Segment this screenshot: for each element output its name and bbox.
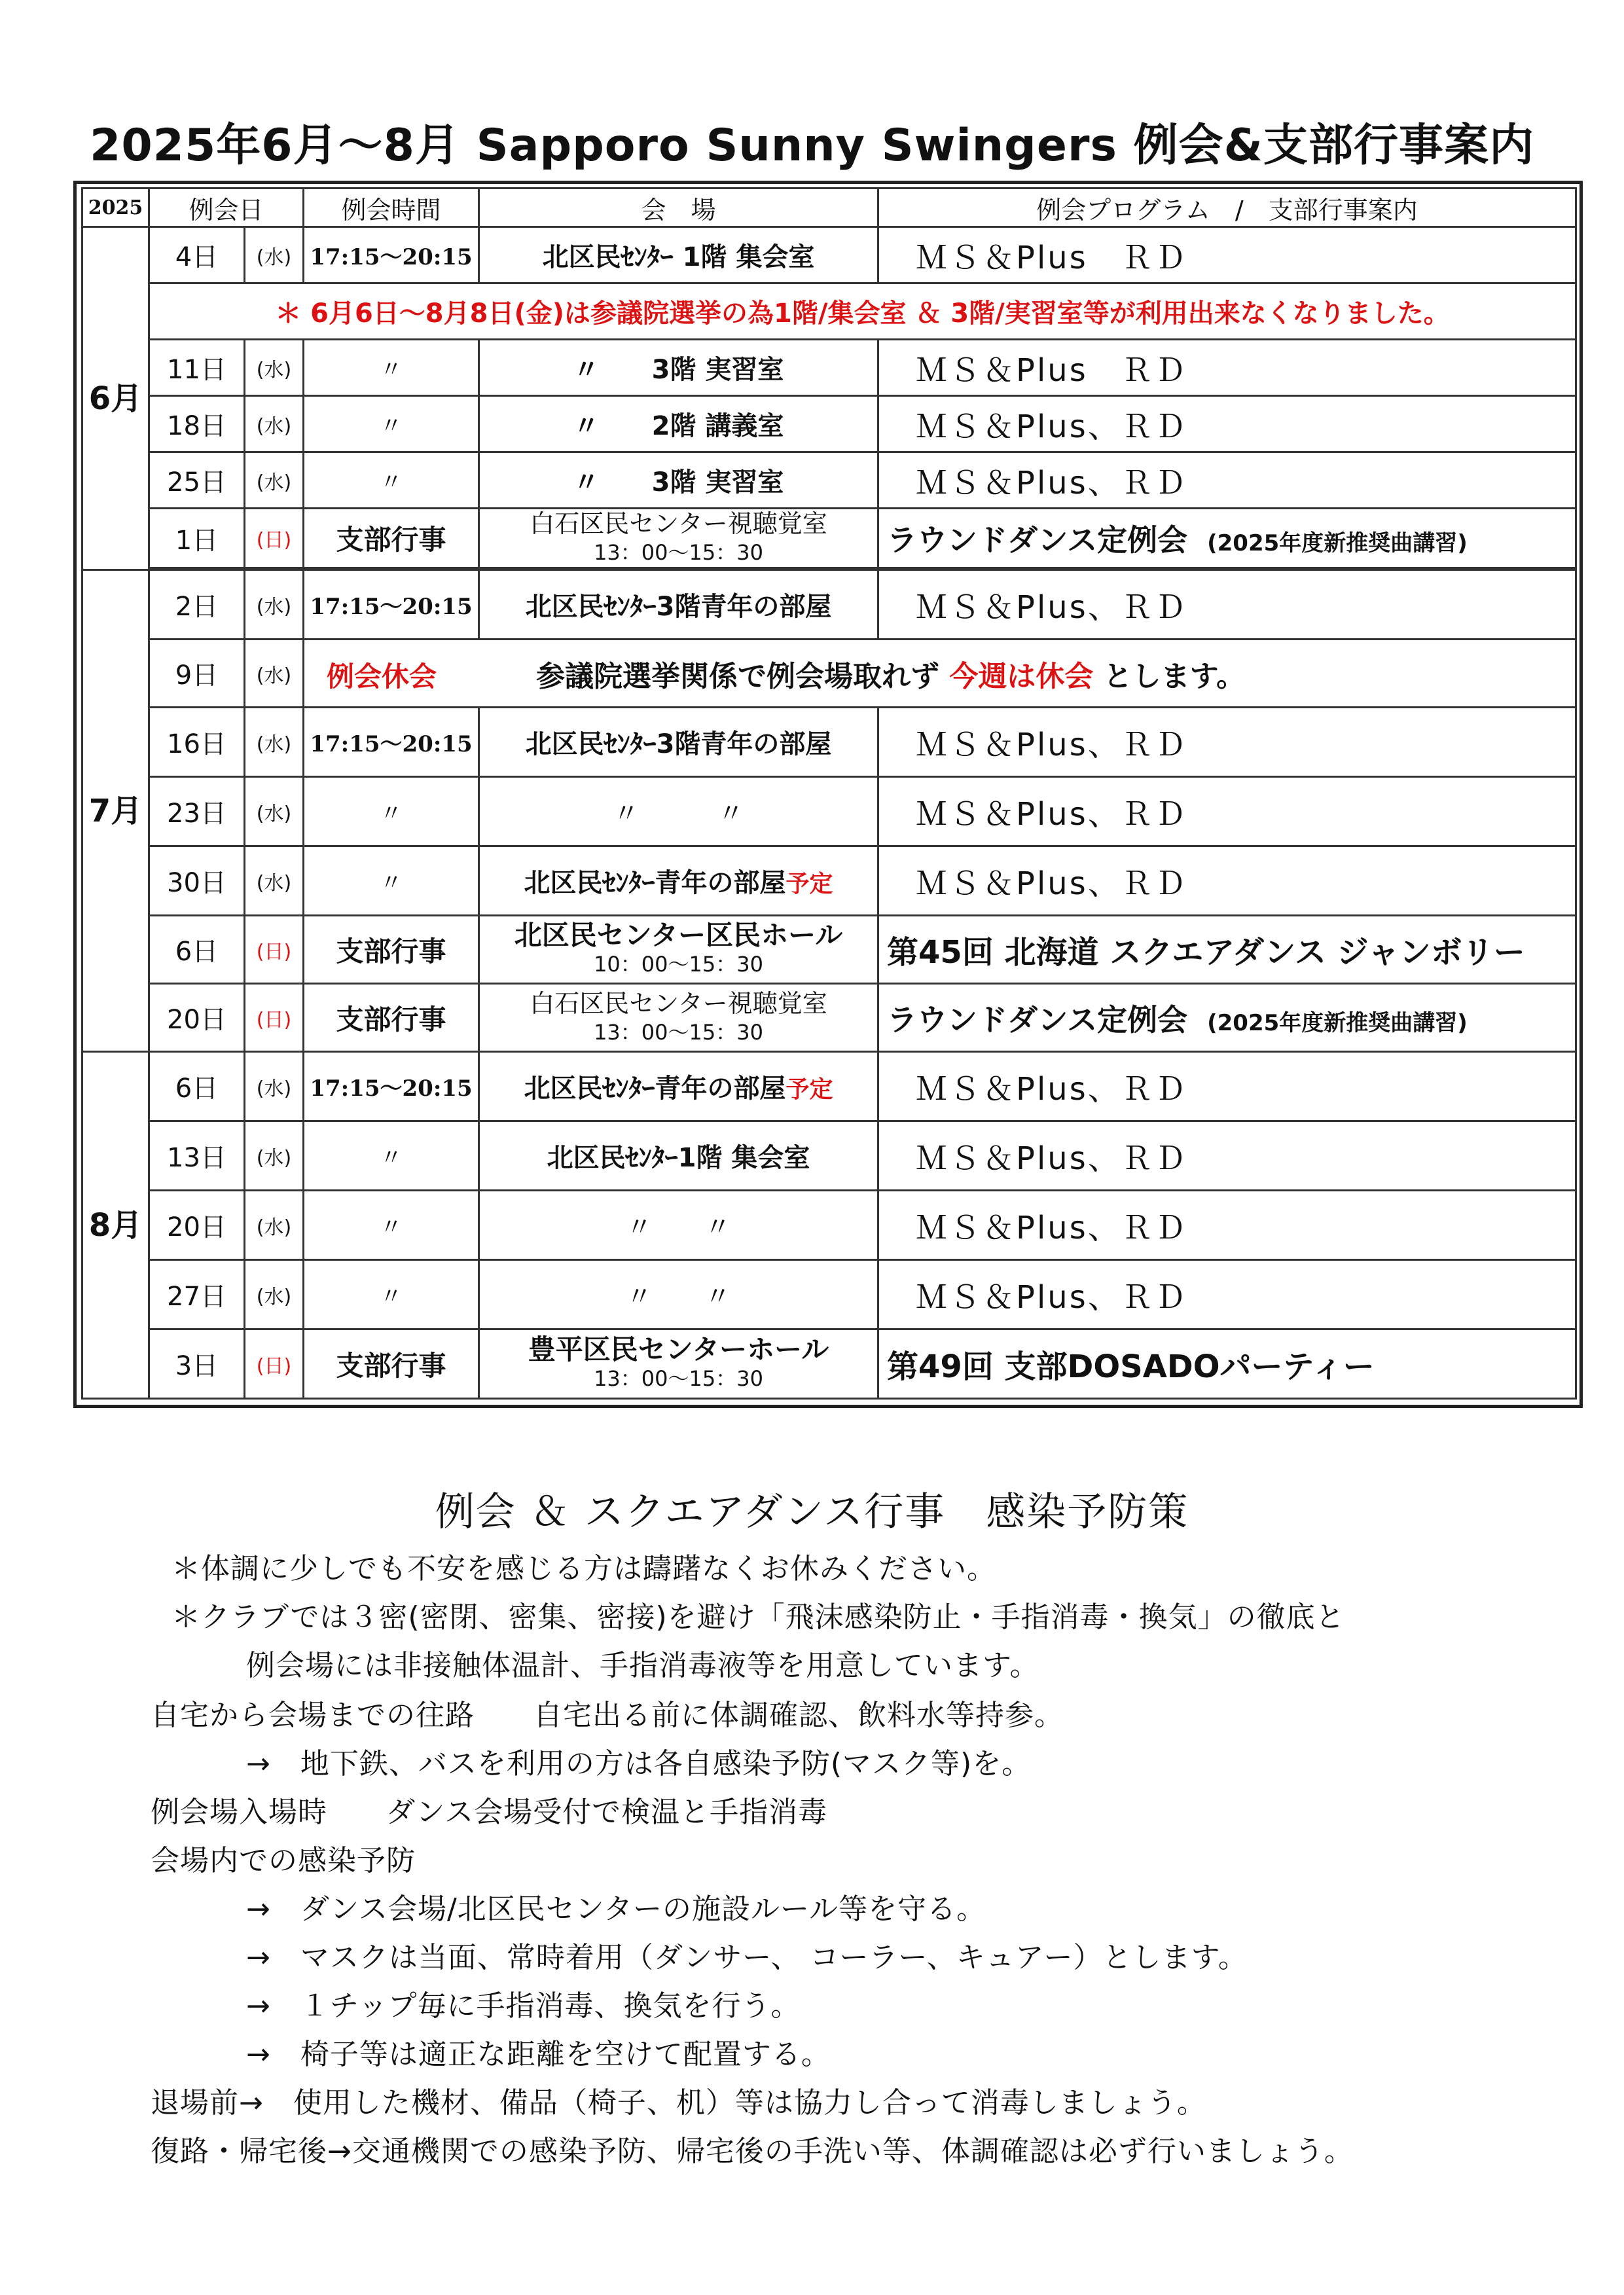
row-venue: 〃 〃 xyxy=(479,777,878,846)
row-venue xyxy=(479,509,878,568)
row-day: 1日 xyxy=(149,509,245,568)
tentative-label: 予定 xyxy=(785,871,833,897)
row-weekday: (水) xyxy=(245,452,304,509)
row-weekday: (水) xyxy=(245,640,304,708)
row-weekday: (水) xyxy=(245,1260,304,1329)
month-june: 6月 xyxy=(82,227,149,570)
row-weekday: (日) xyxy=(245,984,304,1052)
body-line-1: ＊体調に少しでも不安を感じる方は躊躇なくお休みください。 xyxy=(171,1552,996,1585)
row-day: 20日 xyxy=(149,984,245,1052)
row-venue xyxy=(479,1329,878,1399)
row-day: 16日 xyxy=(149,708,245,777)
tentative-label: 予定 xyxy=(785,1076,833,1103)
row-weekday: (水) xyxy=(245,1191,304,1260)
row-time: 〃 xyxy=(304,777,479,846)
table-row xyxy=(82,396,1576,452)
body-line-2: ＊クラブでは３密(密閉、密集、密接)を避け「飛沫感染防止・手指消毒・換気」の徹底と xyxy=(171,1600,1345,1634)
row-day: 3日 xyxy=(149,1329,245,1399)
row-venue: 北区民ｾﾝﾀｰ3階青年の部屋 xyxy=(479,570,878,640)
row-time: 17:15～20:15 xyxy=(304,227,479,283)
row-time: 〃 xyxy=(304,340,479,396)
row-venue: 北区民ｾﾝﾀｰ1階 集会室 xyxy=(479,1121,878,1191)
row-program: ＭＳ＆Plus、ＲＤ xyxy=(878,708,1576,777)
row-day: 9日 xyxy=(149,640,245,708)
row-time: 〃 xyxy=(304,1191,479,1260)
venue-hours: 13：00～15：30 xyxy=(594,1019,763,1045)
event-name: ラウンドダンス定例会 xyxy=(887,522,1188,558)
row-closed xyxy=(304,640,1576,708)
row-day: 20日 xyxy=(149,1191,245,1260)
row-weekday: (水) xyxy=(245,227,304,283)
june-notice: ＊ 6月6日～8月8日(金)は参議院選挙の為1階/集会室 ＆ 3階/実習室等が利用出来なくなりました。 xyxy=(149,283,1576,340)
row-program: ＭＳ＆Plus ＲＤ xyxy=(878,340,1576,396)
header-time: 例会時間 xyxy=(304,189,479,227)
row-time: 〃 xyxy=(304,1121,479,1191)
body-line-6: 例会場入場時 ダンス会場受付で検温と手指消毒 xyxy=(151,1796,828,1829)
table-row xyxy=(82,984,1576,1052)
table-row xyxy=(82,570,1576,640)
row-venue: 北区民ｾﾝﾀｰ 1階 集会室 xyxy=(479,227,878,283)
header-year: 2025 xyxy=(82,189,149,227)
row-program: ＭＳ＆Plus、ＲＤ xyxy=(878,1191,1576,1260)
row-weekday: (日) xyxy=(245,1329,304,1399)
month-august: 8月 xyxy=(82,1052,149,1399)
row-day: 23日 xyxy=(149,777,245,846)
row-event: 第49回 支部DOSADOパーティー xyxy=(878,1329,1576,1399)
row-branch-event: 支部行事 xyxy=(304,984,479,1052)
row-day: 18日 xyxy=(149,396,245,452)
body-line-3: 例会場には非接触体温計、手指消毒液等を用意しています。 xyxy=(246,1649,1039,1682)
body-line-9: → マスクは当面、常時着用（ダンサー、 コーラー、キュアー）とします。 xyxy=(246,1941,1248,1974)
row-time: 〃 xyxy=(304,452,479,509)
venue-name: 豊平区民センターホール xyxy=(528,1333,829,1365)
row-program: ＭＳ＆Plus、ＲＤ xyxy=(878,452,1576,509)
row-venue xyxy=(479,916,878,984)
row-program: ＭＳ＆Plus ＲＤ xyxy=(878,227,1576,283)
table-row xyxy=(82,846,1576,916)
schedule-table xyxy=(81,187,1577,1400)
row-event xyxy=(878,984,1576,1052)
row-day: 6日 xyxy=(149,916,245,984)
row-branch-event: 支部行事 xyxy=(304,1329,479,1399)
page-title: 2025年6月～8月 Sapporo Sunny Swingers 例会&支部行事案内 xyxy=(90,120,1534,172)
table-row xyxy=(82,340,1576,396)
row-weekday: (水) xyxy=(245,340,304,396)
body-line-5: → 地下鉄、バスを利用の方は各自感染予防(マスク等)を。 xyxy=(246,1747,1032,1780)
table-row xyxy=(82,777,1576,846)
row-day: 30日 xyxy=(149,846,245,916)
row-day: 25日 xyxy=(149,452,245,509)
month-july: 7月 xyxy=(82,570,149,1052)
table-row xyxy=(82,916,1576,984)
row-program: ＭＳ＆Plus、ＲＤ xyxy=(878,1052,1576,1121)
table-row xyxy=(82,1052,1576,1121)
row-weekday: (日) xyxy=(245,509,304,568)
body-line-8: → ダンス会場/北区民センターの施設ルール等を守る。 xyxy=(246,1892,986,1926)
row-venue: 〃 3階 実習室 xyxy=(479,340,878,396)
table-row xyxy=(82,452,1576,509)
table-row xyxy=(82,640,1576,708)
row-day: 2日 xyxy=(149,570,245,640)
venue-hours: 13：00～15：30 xyxy=(594,1365,763,1391)
row-venue: 北区民ｾﾝﾀｰ青年の部屋予定 xyxy=(479,846,878,916)
row-day: 27日 xyxy=(149,1260,245,1329)
table-row xyxy=(82,708,1576,777)
row-program: ＭＳ＆Plus、ＲＤ xyxy=(878,1260,1576,1329)
row-branch-event: 支部行事 xyxy=(304,916,479,984)
row-weekday: (水) xyxy=(245,708,304,777)
row-weekday: (水) xyxy=(245,396,304,452)
notice-row xyxy=(82,283,1576,340)
body-line-11: → 椅子等は適正な距離を空けて配置する。 xyxy=(246,2038,831,2071)
header-venue: 会 場 xyxy=(479,189,878,227)
row-venue: 〃 〃 xyxy=(479,1191,878,1260)
header-date: 例会日 xyxy=(149,189,304,227)
table-row xyxy=(82,1121,1576,1191)
body-line-12: 退場前→ 使用した機材、備品（椅子、机）等は協力し合って消毒しましょう。 xyxy=(151,2086,1206,2120)
row-time: 17:15～20:15 xyxy=(304,708,479,777)
event-note: (2025年度新推奨曲講習) xyxy=(1207,1009,1468,1036)
row-weekday: (水) xyxy=(245,1121,304,1191)
row-venue: 〃 3階 実習室 xyxy=(479,452,878,509)
row-time: 〃 xyxy=(304,846,479,916)
venue-name: 白石区民センター視聴覚室 xyxy=(530,988,827,1018)
row-weekday: (水) xyxy=(245,846,304,916)
body-line-7: 会場内での感染予防 xyxy=(151,1844,416,1877)
row-program: ＭＳ＆Plus、ＲＤ xyxy=(878,846,1576,916)
row-venue xyxy=(479,984,878,1052)
row-time: 17:15～20:15 xyxy=(304,1052,479,1121)
body-line-13: 復路・帰宅後→交通機関での感染予防、帰宅後の手洗い等、体調確認は必ず行いましょう。 xyxy=(151,2135,1354,2168)
row-day: 11日 xyxy=(149,340,245,396)
row-venue: 北区民ｾﾝﾀｰ青年の部屋予定 xyxy=(479,1052,878,1121)
table-row xyxy=(82,509,1576,568)
venue-hours: 10：00～15：30 xyxy=(594,951,763,977)
row-time: 〃 xyxy=(304,396,479,452)
row-program: ＭＳ＆Plus、ＲＤ xyxy=(878,777,1576,846)
header-program: 例会プログラム / 支部行事案内 xyxy=(878,189,1576,227)
body-line-10: → １チップ毎に手指消毒、換気を行う。 xyxy=(246,1989,801,2023)
row-weekday: (水) xyxy=(245,570,304,640)
row-time: 17:15～20:15 xyxy=(304,570,479,640)
table-row xyxy=(82,1260,1576,1329)
venue-name: 白石区民センター視聴覚室 xyxy=(530,509,827,538)
row-program: ＭＳ＆Plus、ＲＤ xyxy=(878,1121,1576,1191)
row-program: ＭＳ＆Plus、ＲＤ xyxy=(878,570,1576,640)
row-venue: 〃 〃 xyxy=(479,1260,878,1329)
table-row xyxy=(82,227,1576,283)
row-venue: 〃 2階 講義室 xyxy=(479,396,878,452)
row-branch-event: 支部行事 xyxy=(304,509,479,568)
row-event xyxy=(878,509,1576,568)
row-day: 6日 xyxy=(149,1052,245,1121)
row-event: 第45回 北海道 スクエアダンス ジャンボリー xyxy=(878,916,1576,984)
row-time: 〃 xyxy=(304,1260,479,1329)
event-name: ラウンドダンス定例会 xyxy=(887,1002,1188,1038)
row-weekday: (水) xyxy=(245,1052,304,1121)
row-program: ＭＳ＆Plus、ＲＤ xyxy=(878,396,1576,452)
row-day: 13日 xyxy=(149,1121,245,1191)
section-title: 例会 ＆ スクエアダンス行事 感染予防策 xyxy=(435,1489,1189,1535)
venue-name: 北区民センター区民ホール xyxy=(514,918,843,951)
row-day: 4日 xyxy=(149,227,245,283)
row-venue: 北区民ｾﾝﾀｰ3階青年の部屋 xyxy=(479,708,878,777)
event-note: (2025年度新推奨曲講習) xyxy=(1207,530,1468,556)
closed-label: 例会休会 xyxy=(327,660,437,693)
table-row xyxy=(82,1191,1576,1260)
closed-text: 参議院選挙関係で例会場取れず 今週は休会 とします。 xyxy=(536,659,1246,693)
row-weekday: (日) xyxy=(245,916,304,984)
table-header xyxy=(82,189,1576,227)
body-line-4: 自宅から会場までの往路 自宅出る前に体調確認、飲料水等持参。 xyxy=(151,1699,1064,1732)
table-row xyxy=(82,1329,1576,1399)
row-weekday: (水) xyxy=(245,777,304,846)
venue-hours: 13：00～15：30 xyxy=(594,540,763,565)
